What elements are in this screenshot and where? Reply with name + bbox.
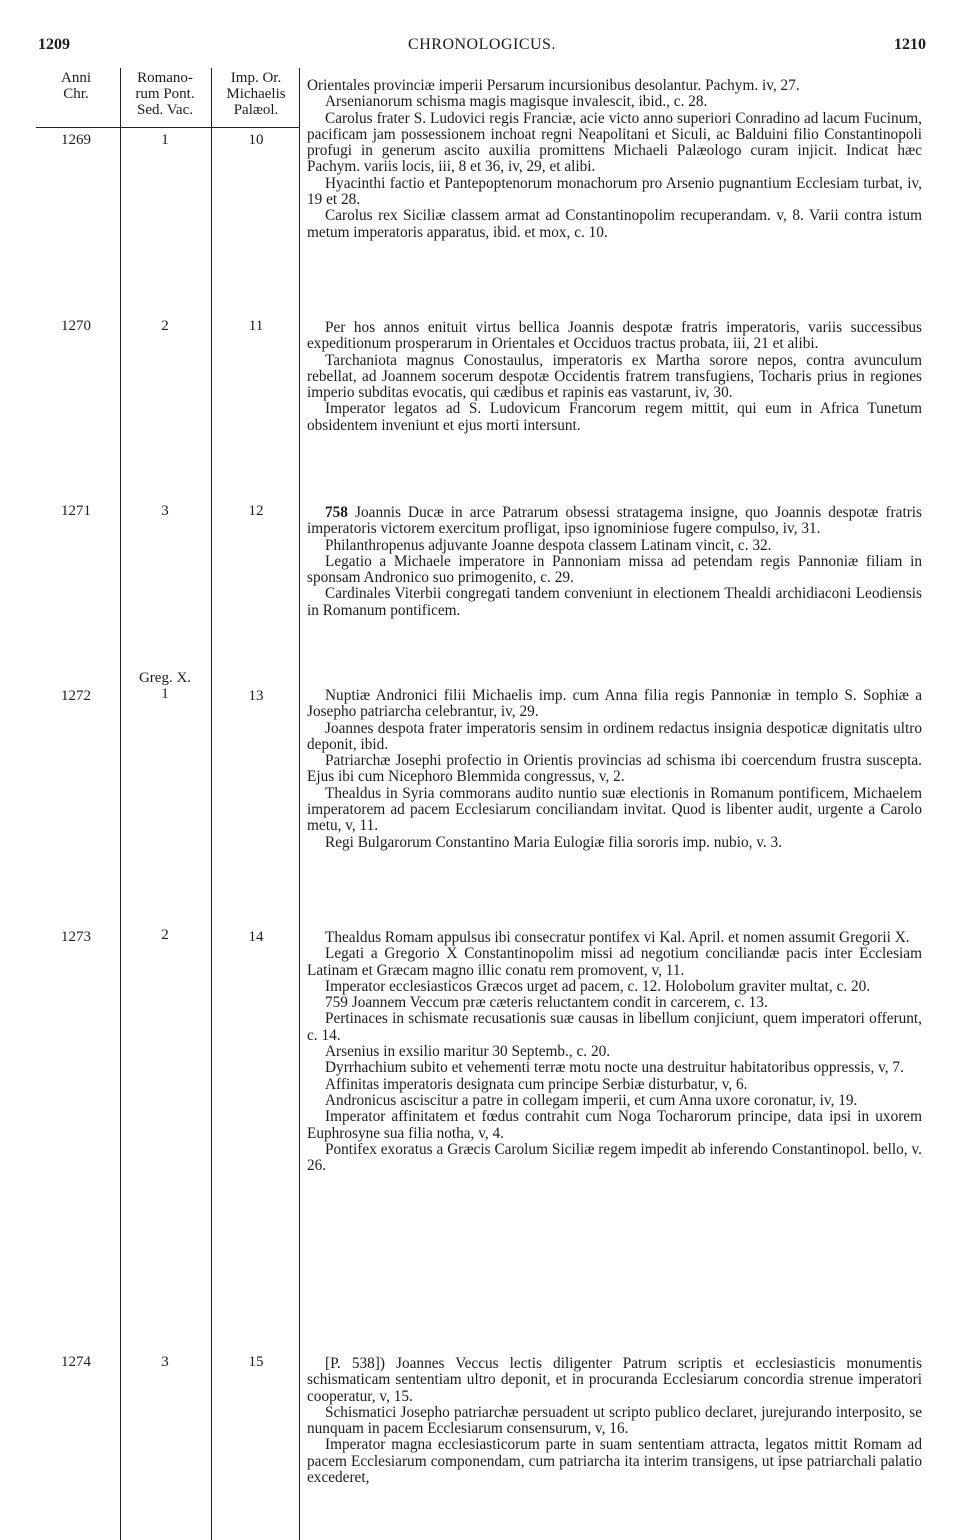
entry-paragraph: Pertinaces in schismate recusationis suæ causas in libellum conjiciunt, quem imperatori offerunt, c. 14. <box>307 1010 922 1044</box>
column-header-romanorum: Romano- rum Pont. Sed. Vac. <box>135 70 195 118</box>
entry-text-1274 <box>307 1356 922 1486</box>
year-1269: 1269 <box>61 132 91 148</box>
entry-paragraph: Hyacinthi factio et Pantepoptenorum monachorum pro Arsenio pugnantium Ecclesiam turbat, iv, 19 et 28. <box>307 174 922 209</box>
entry-paragraph: Andronicus asciscitur a patre in collegam imperii, et cum Anna uxore coronatur, iv, 19. <box>325 1091 858 1109</box>
entry-paragraph: Thealdus in Syria commorans audito nuntio suæ electionis in Romanum pontificem, Michaelem imperatorem ad pacem Ecclesiarum conciliandam invitat. Quod is libenter audit, urgente a Carolo metu, v, 11. <box>307 784 922 835</box>
entry-paragraph: Schismatici Josepho patriarchæ persuadent ut scripto publico declaret, jurejurando interposito, se nunquam in pacem Ecclesiarum consensurum, v, 16. <box>307 1403 922 1438</box>
entry-text-1271 <box>307 505 922 619</box>
entry-paragraph: Affinitas imperatoris designata cum principe Serbiæ disturbatur, v, 6. <box>325 1075 748 1093</box>
year-1273: 1273 <box>61 929 91 945</box>
entry-paragraph: Regi Bulgarorum Constantino Maria Eulogiæ filia sororis imp. nubio, v. 3. <box>325 833 783 851</box>
page-number-right: 1210 <box>894 36 926 53</box>
reign-year: 13 <box>248 688 264 704</box>
running-title: CHRONOLOGICUS. <box>408 36 556 53</box>
entry-paragraph: 759 Joannem Veccum præ cæteris reluctantem condit in carcerem, c. 13. <box>325 994 768 1012</box>
reign-year: 10 <box>248 132 264 148</box>
entry-text-1270 <box>307 320 922 434</box>
entry-paragraph: 758 Joannis Ducæ in arce Patrarum obsessi stratagema insigne, quo Joannis despotæ fratris imperatoris victorem exercitum profligat, ipso ignominiose fugere compulso, iv, 31. <box>307 504 922 538</box>
pontificate-year: 2 <box>161 318 169 334</box>
entry-paragraph: Thealdus Romam appulsus ibi consecratur pontifex vi Kal. April. et nomen assumit Gregorii X. <box>325 929 910 946</box>
page-header <box>38 36 926 58</box>
entry-paragraph: Imperator magna ecclesiasticorum parte in suam sententiam attracta, legatos mittit Romam ad pacem Ecclesiarum componendam, cum patriarcha ita interim transigens, ut ipse patriarchali palatio excederet, <box>307 1436 922 1487</box>
year-1272: 1272 <box>61 688 91 704</box>
year-1271: 1271 <box>61 503 91 519</box>
reign-year: 12 <box>248 503 264 519</box>
entry-paragraph: Legatio a Michaele imperatore in Pannoniam missa ad petendam regis Pannoniæ filiam in sponsam Andronico suo primogenito, c. 29. <box>307 552 922 587</box>
column-divider <box>120 68 121 1540</box>
entry-paragraph: Per hos annos enituit virtus bellica Joannis despotæ fratris imperatoris, variis successibus expeditionum prosperarum in Orientales et Occiduos tractus probata, iii, 21 et alibi. <box>307 319 922 353</box>
entry-paragraph: Dyrrhachium subito et vehementi terræ motu nocte una destruitur habitatoribus oppressis, v, 7. <box>325 1059 904 1077</box>
entry-text-1272 <box>307 688 922 851</box>
entry-paragraph: Carolus rex Siciliæ classem armat ad Constantinopolim recuperandam. v, 8. Varii contra istum metum imperatoris apparatus, ibid. et mox, c. 10. <box>307 207 922 241</box>
entry-paragraph: Cardinales Viterbii congregati tandem conveniunt in electionem Thealdi archidiaconi Leodiensis in Romanum pontificem. <box>307 585 922 619</box>
column-divider <box>299 68 300 1540</box>
pontificate-year: 2 <box>161 927 169 943</box>
entry-paragraph: Patriarchæ Josephi profectio in Orientis provincias ad schisma ibi coercendum frustra suscepta. Ejus ibi cum Nicephoro Blemmida congressus, v, 2. <box>307 752 922 786</box>
entry-text-1269 <box>307 78 922 241</box>
entry-paragraph: Arsenianorum schisma magis magisque invalescit, ibid., c. 28. <box>325 93 708 111</box>
entry-paragraph: [P. 538]) Joannes Veccus lectis diligenter Patrum scriptis et ecclesiasticis monumentis schismaticam sententiam ultro deponit, et in procuranda Ecclesiarum concordia strenue imperatori cooperatur, v, 15. <box>307 1355 922 1405</box>
header-rule <box>36 127 300 128</box>
reign-year: 15 <box>248 1354 264 1370</box>
margin-marker: 758 <box>325 504 348 521</box>
column-header-imperator: Imp. Or. Michaelis Palæol. <box>226 70 286 118</box>
pontificate-year: 3 <box>161 503 169 519</box>
reign-year: 14 <box>248 929 264 945</box>
entry-paragraph: Nuptiæ Andronici filii Michaelis imp. cum Anna filia regis Pannoniæ in templo S. Sophiæ a Josepho patriarcha celebrantur, iv, 29. <box>307 687 922 721</box>
entry-paragraph: Legati a Gregorio X Constantinopolim missi ad negotium conciliandæ pacis inter Ecclesiam Latinam et Græcam magno illic conatu rem promovent, v, 11. <box>307 945 922 979</box>
entry-paragraph: Imperator legatos ad S. Ludovicum Francorum regem mittit, qui eum in Africa Tunetum obsidentem inveniunt et ejus morti intersunt. <box>307 400 922 434</box>
pope-name: Greg. X. <box>138 670 192 686</box>
entry-paragraph: Pontifex exoratus a Græcis Carolum Siciliæ regem impedit ab inferendo Constantinopol. bello, v. 26. <box>307 1140 922 1175</box>
entry-paragraph: Arsenius in exsilio maritur 30 Septemb., c. 20. <box>325 1043 611 1061</box>
column-divider <box>211 68 212 1540</box>
entry-paragraph: Imperator affinitatem et fœdus contrahit cum Noga Tocharorum principe, data ipsi in uxorem Euphrosyne sua filia notha, v, 4. <box>307 1108 922 1142</box>
reign-year: 11 <box>248 318 264 334</box>
entry-text-1273 <box>307 930 922 1174</box>
entry-paragraph: Tarchaniota magnus Conostaulus, imperatoris ex Martha sorore nepos, contra avunculum rebellat, ad Joannem socerum despotæ Occidentis fratrem transfugiens, Tocharis prius in regiones imperio subditas evocatis, qui cædibus et rapinis eas vastarunt, iv, 30. <box>307 351 922 402</box>
year-1270: 1270 <box>61 318 91 334</box>
page-number-left: 1209 <box>38 36 70 53</box>
entry-paragraph: Joannes despota frater imperatoris sensim in ordinem redactus insignia despoticæ dignitatis ultro deponit, ibid. <box>307 719 922 753</box>
pontificate-year: 1 <box>161 686 169 702</box>
entry-paragraph: Carolus frater S. Ludovici regis Franciæ, acie victo anno superiori Conradino ad lacum Fucinum, pacificam jam possessionem inchoat regni Neapolitani et Siculi, ac Balduini filio Constantinopoli profugi in generum ascito auxilia promittens Michaeli Palæologo curam injicit. Indicat hæc Pachym. variis locis, iii, 8 et 36, iv, 29, et alibi. <box>307 109 922 176</box>
pontificate-year: 1 <box>161 132 169 148</box>
entry-paragraph: Imperator ecclesiasticos Græcos urget ad pacem, c. 12. Holobolum graviter multat, c. 20. <box>325 977 871 995</box>
entry-paragraph: Philanthropenus adjuvante Joanne despota classem Latinam vincit, c. 32. <box>325 536 772 554</box>
pontificate-year: 3 <box>161 1354 169 1370</box>
entry-paragraph: Orientales provinciæ imperii Persarum incursionibus desolantur. Pachym. iv, 27. <box>307 77 800 94</box>
year-1274: 1274 <box>61 1354 91 1370</box>
column-header-anni: Anni Chr. <box>61 70 91 102</box>
